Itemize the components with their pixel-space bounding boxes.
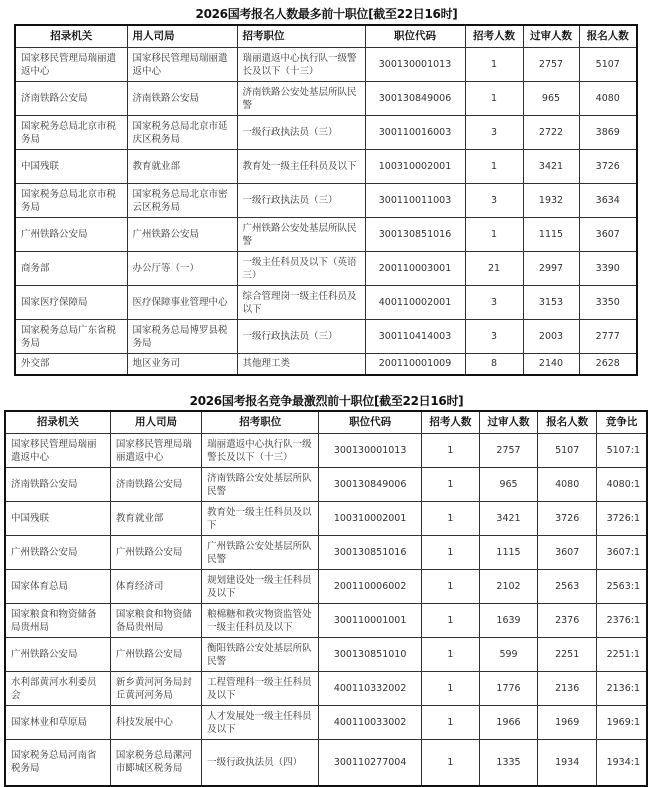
cell-dept: 体育经济司 — [110, 570, 201, 604]
cell-applicants: 3350 — [579, 286, 637, 320]
cell-dept: 国家税务总局北京市延庆区税务局 — [127, 116, 237, 150]
cell-position: 一级行政执法员（三） — [237, 116, 365, 150]
cell-agency: 广州铁路公安局 — [15, 218, 127, 252]
cell-approved: 3421 — [479, 502, 537, 536]
cell-code: 300110277004 — [319, 740, 421, 786]
cell-dept: 办公厅等（一） — [127, 252, 237, 286]
cell-agency: 国家税务总局河南省税务局 — [5, 740, 110, 786]
col-header-code: 职位代码 — [319, 411, 421, 434]
table-row — [15, 320, 637, 354]
cell-applicants: 2136 — [538, 672, 597, 706]
col-header-approved: 过审人数 — [479, 411, 537, 434]
cell-approved: 2757 — [479, 434, 537, 468]
table-row — [15, 48, 637, 82]
cell-applicants: 5107 — [579, 48, 637, 82]
cell-approved: 965 — [523, 82, 579, 116]
cell-code: 300130851010 — [319, 638, 421, 672]
table-row — [5, 502, 647, 536]
cell-applicants: 3634 — [579, 184, 637, 218]
cell-code: 300130851016 — [319, 536, 421, 570]
col-header-code: 职位代码 — [365, 25, 465, 48]
cell-applicants: 3390 — [579, 252, 637, 286]
cell-ratio: 2251:1 — [597, 638, 647, 672]
cell-position: 规划建设处一级主任科员及以下 — [202, 570, 319, 604]
col-header-quota: 招考人数 — [421, 411, 479, 434]
cell-ratio: 2376:1 — [597, 604, 647, 638]
cell-code: 100310002001 — [319, 502, 421, 536]
cell-position: 工程管理科一级主任科员及以下 — [202, 672, 319, 706]
table-row — [5, 536, 647, 570]
table-row — [5, 570, 647, 604]
cell-agency: 商务部 — [15, 252, 127, 286]
cell-quota: 1 — [421, 672, 479, 706]
table-row — [15, 354, 637, 375]
cell-position: 一级行政执法员（四） — [202, 740, 319, 786]
cell-approved: 1115 — [523, 218, 579, 252]
cell-agency: 国家医疗保障局 — [15, 286, 127, 320]
cell-code: 300110001001 — [319, 604, 421, 638]
cell-applicants: 4080 — [538, 468, 597, 502]
cell-dept: 国家税务总局漯河市郾城区税务局 — [110, 740, 201, 786]
table-header-row — [15, 25, 637, 48]
table-row — [15, 286, 637, 320]
cell-code: 200110001009 — [365, 354, 465, 375]
cell-quota: 1 — [421, 502, 479, 536]
cell-dept: 地区业务司 — [127, 354, 237, 375]
cell-dept: 国家移民管理局瑞丽遣返中心 — [110, 434, 201, 468]
cell-approved: 2140 — [523, 354, 579, 375]
cell-code: 400110033002 — [319, 706, 421, 740]
cell-dept: 济南铁路公安局 — [110, 468, 201, 502]
cell-agency: 济南铁路公安局 — [5, 468, 110, 502]
cell-code: 200110006002 — [319, 570, 421, 604]
cell-position: 综合管理岗一级主任科员及以下 — [237, 286, 365, 320]
table-row — [5, 706, 647, 740]
cell-code: 300130849006 — [365, 82, 465, 116]
col-header-agency: 招录机关 — [5, 411, 110, 434]
cell-quota: 8 — [465, 354, 523, 375]
cell-quota: 3 — [465, 320, 523, 354]
cell-applicants: 5107 — [538, 434, 597, 468]
cell-approved: 1115 — [479, 536, 537, 570]
cell-approved: 3421 — [523, 150, 579, 184]
table-row — [15, 218, 637, 252]
cell-code: 300130849006 — [319, 468, 421, 502]
cell-dept: 国家税务总局博罗县税务局 — [127, 320, 237, 354]
cell-agency: 中国残联 — [5, 502, 110, 536]
col-header-ratio: 竞争比 — [597, 411, 647, 434]
table-row — [5, 434, 647, 468]
cell-applicants: 3607 — [579, 218, 637, 252]
col-header-dept: 用人司局 — [110, 411, 201, 434]
cell-quota: 1 — [465, 150, 523, 184]
cell-ratio: 4080:1 — [597, 468, 647, 502]
cell-quota: 3 — [465, 286, 523, 320]
cell-ratio: 2563:1 — [597, 570, 647, 604]
cell-dept: 医疗保障事业管理中心 — [127, 286, 237, 320]
cell-dept: 济南铁路公安局 — [127, 82, 237, 116]
col-header-quota: 招考人数 — [465, 25, 523, 48]
cell-quota: 1 — [421, 468, 479, 502]
cell-dept: 广州铁路公安局 — [110, 536, 201, 570]
cell-applicants: 3607 — [538, 536, 597, 570]
cell-quota: 1 — [421, 604, 479, 638]
cell-code: 300130851016 — [365, 218, 465, 252]
cell-agency: 国家税务总局北京市税务局 — [15, 184, 127, 218]
cell-approved: 2757 — [523, 48, 579, 82]
cell-applicants: 3726 — [538, 502, 597, 536]
cell-position: 衡阳铁路公安处基层所队民警 — [202, 638, 319, 672]
cell-approved: 1335 — [479, 740, 537, 786]
cell-agency: 国家税务总局北京市税务局 — [15, 116, 127, 150]
col-header-position: 招考职位 — [202, 411, 319, 434]
cell-agency: 国家移民管理局瑞丽遣返中心 — [15, 48, 127, 82]
cell-position: 一级行政执法员（三） — [237, 184, 365, 218]
cell-dept: 科技发展中心 — [110, 706, 201, 740]
cell-agency: 中国残联 — [15, 150, 127, 184]
cell-quota: 21 — [465, 252, 523, 286]
most-competitive-table — [4, 410, 648, 787]
cell-approved: 599 — [479, 638, 537, 672]
cell-applicants: 1969 — [538, 706, 597, 740]
cell-position: 济南铁路公安处基层所队民警 — [202, 468, 319, 502]
col-header-applicants: 报名人数 — [538, 411, 597, 434]
cell-dept: 广州铁路公安局 — [110, 638, 201, 672]
table-row — [15, 150, 637, 184]
cell-position: 其他理工类 — [237, 354, 365, 375]
cell-agency: 广州铁路公安局 — [5, 638, 110, 672]
col-header-position: 招考职位 — [237, 25, 365, 48]
cell-code: 300130001013 — [319, 434, 421, 468]
cell-quota: 1 — [421, 434, 479, 468]
table1-title: 2026国考报名人数最多前十职位[截至22日16时] — [195, 7, 458, 21]
table-row — [15, 82, 637, 116]
cell-applicants: 3726 — [579, 150, 637, 184]
cell-code: 400110002001 — [365, 286, 465, 320]
cell-agency: 国家移民管理局瑞丽遣返中心 — [5, 434, 110, 468]
top-applicants-table — [14, 24, 638, 376]
cell-applicants: 3869 — [579, 116, 637, 150]
cell-position: 教育处一级主任科员及以下 — [237, 150, 365, 184]
table-row — [5, 638, 647, 672]
cell-quota: 1 — [421, 638, 479, 672]
cell-applicants: 2376 — [538, 604, 597, 638]
cell-quota: 3 — [465, 184, 523, 218]
cell-approved: 2003 — [523, 320, 579, 354]
cell-ratio: 5107:1 — [597, 434, 647, 468]
cell-applicants: 2777 — [579, 320, 637, 354]
cell-position: 瑞丽遣返中心执行队一级警长及以下（十三） — [237, 48, 365, 82]
cell-applicants: 1934 — [538, 740, 597, 786]
cell-approved: 1966 — [479, 706, 537, 740]
cell-ratio: 3726:1 — [597, 502, 647, 536]
cell-quota: 1 — [465, 82, 523, 116]
cell-position: 广州铁路公安处基层所队民警 — [202, 536, 319, 570]
cell-ratio: 1934:1 — [597, 740, 647, 786]
table-row — [15, 252, 637, 286]
cell-quota: 1 — [421, 536, 479, 570]
cell-applicants: 2251 — [538, 638, 597, 672]
cell-dept: 国家粮食和物资储备局贵州局 — [110, 604, 201, 638]
cell-position: 一级行政执法员（三） — [237, 320, 365, 354]
cell-applicants: 2628 — [579, 354, 637, 375]
cell-approved: 1776 — [479, 672, 537, 706]
cell-position: 粮棉糖和救灾物资监管处一级主任科员及以下 — [202, 604, 319, 638]
cell-agency: 水利部黄河水利委员会 — [5, 672, 110, 706]
cell-approved: 965 — [479, 468, 537, 502]
col-header-approved: 过审人数 — [523, 25, 579, 48]
cell-ratio: 2136:1 — [597, 672, 647, 706]
cell-approved: 2997 — [523, 252, 579, 286]
table-row — [15, 184, 637, 218]
cell-quota: 1 — [421, 706, 479, 740]
cell-position: 教育处一级主任科员及以下 — [202, 502, 319, 536]
table-header-row — [5, 411, 647, 434]
cell-ratio: 1969:1 — [597, 706, 647, 740]
table-row — [5, 740, 647, 786]
cell-code: 300110011003 — [365, 184, 465, 218]
cell-position: 一级主任科员及以下（英语三） — [237, 252, 365, 286]
cell-position: 人才发展处一级主任科员及以下 — [202, 706, 319, 740]
cell-approved: 1932 — [523, 184, 579, 218]
table-row — [5, 604, 647, 638]
cell-code: 100310002001 — [365, 150, 465, 184]
cell-dept: 教育就业部 — [110, 502, 201, 536]
cell-quota: 1 — [465, 218, 523, 252]
cell-quota: 1 — [465, 48, 523, 82]
cell-approved: 3153 — [523, 286, 579, 320]
cell-approved: 2102 — [479, 570, 537, 604]
cell-dept: 国家税务总局北京市密云区税务局 — [127, 184, 237, 218]
table-row — [15, 116, 637, 150]
cell-agency: 广州铁路公安局 — [5, 536, 110, 570]
cell-dept: 新乡黄河河务局封丘黄河河务局 — [110, 672, 201, 706]
cell-dept: 教育就业部 — [127, 150, 237, 184]
col-header-agency: 招录机关 — [15, 25, 127, 48]
cell-agency: 国家税务总局广东省税务局 — [15, 320, 127, 354]
table-row — [5, 468, 647, 502]
table2-title: 2026国考报名竞争最激烈前十职位[截至22日16时] — [189, 394, 464, 408]
cell-approved: 2722 — [523, 116, 579, 150]
cell-code: 300130001013 — [365, 48, 465, 82]
cell-dept: 国家移民管理局瑞丽遣返中心 — [127, 48, 237, 82]
cell-quota: 1 — [421, 570, 479, 604]
cell-agency: 国家粮食和物资储备局贵州局 — [5, 604, 110, 638]
col-header-dept: 用人司局 — [127, 25, 237, 48]
cell-agency: 国家林业和草原局 — [5, 706, 110, 740]
cell-position: 瑞丽遣返中心执行队一级警长及以下（十三） — [202, 434, 319, 468]
cell-position: 广州铁路公安处基层所队民警 — [237, 218, 365, 252]
cell-ratio: 3607:1 — [597, 536, 647, 570]
table-row — [5, 672, 647, 706]
cell-agency: 济南铁路公安局 — [15, 82, 127, 116]
cell-code: 200110003001 — [365, 252, 465, 286]
cell-dept: 广州铁路公安局 — [127, 218, 237, 252]
cell-position: 济南铁路公安处基层所队民警 — [237, 82, 365, 116]
cell-code: 300110414003 — [365, 320, 465, 354]
cell-applicants: 4080 — [579, 82, 637, 116]
cell-approved: 1639 — [479, 604, 537, 638]
cell-agency: 国家体育总局 — [5, 570, 110, 604]
cell-quota: 3 — [465, 116, 523, 150]
col-header-applicants: 报名人数 — [579, 25, 637, 48]
cell-code: 400110332002 — [319, 672, 421, 706]
cell-code: 300110016003 — [365, 116, 465, 150]
cell-agency: 外交部 — [15, 354, 127, 375]
cell-applicants: 2563 — [538, 570, 597, 604]
cell-quota: 1 — [421, 740, 479, 786]
